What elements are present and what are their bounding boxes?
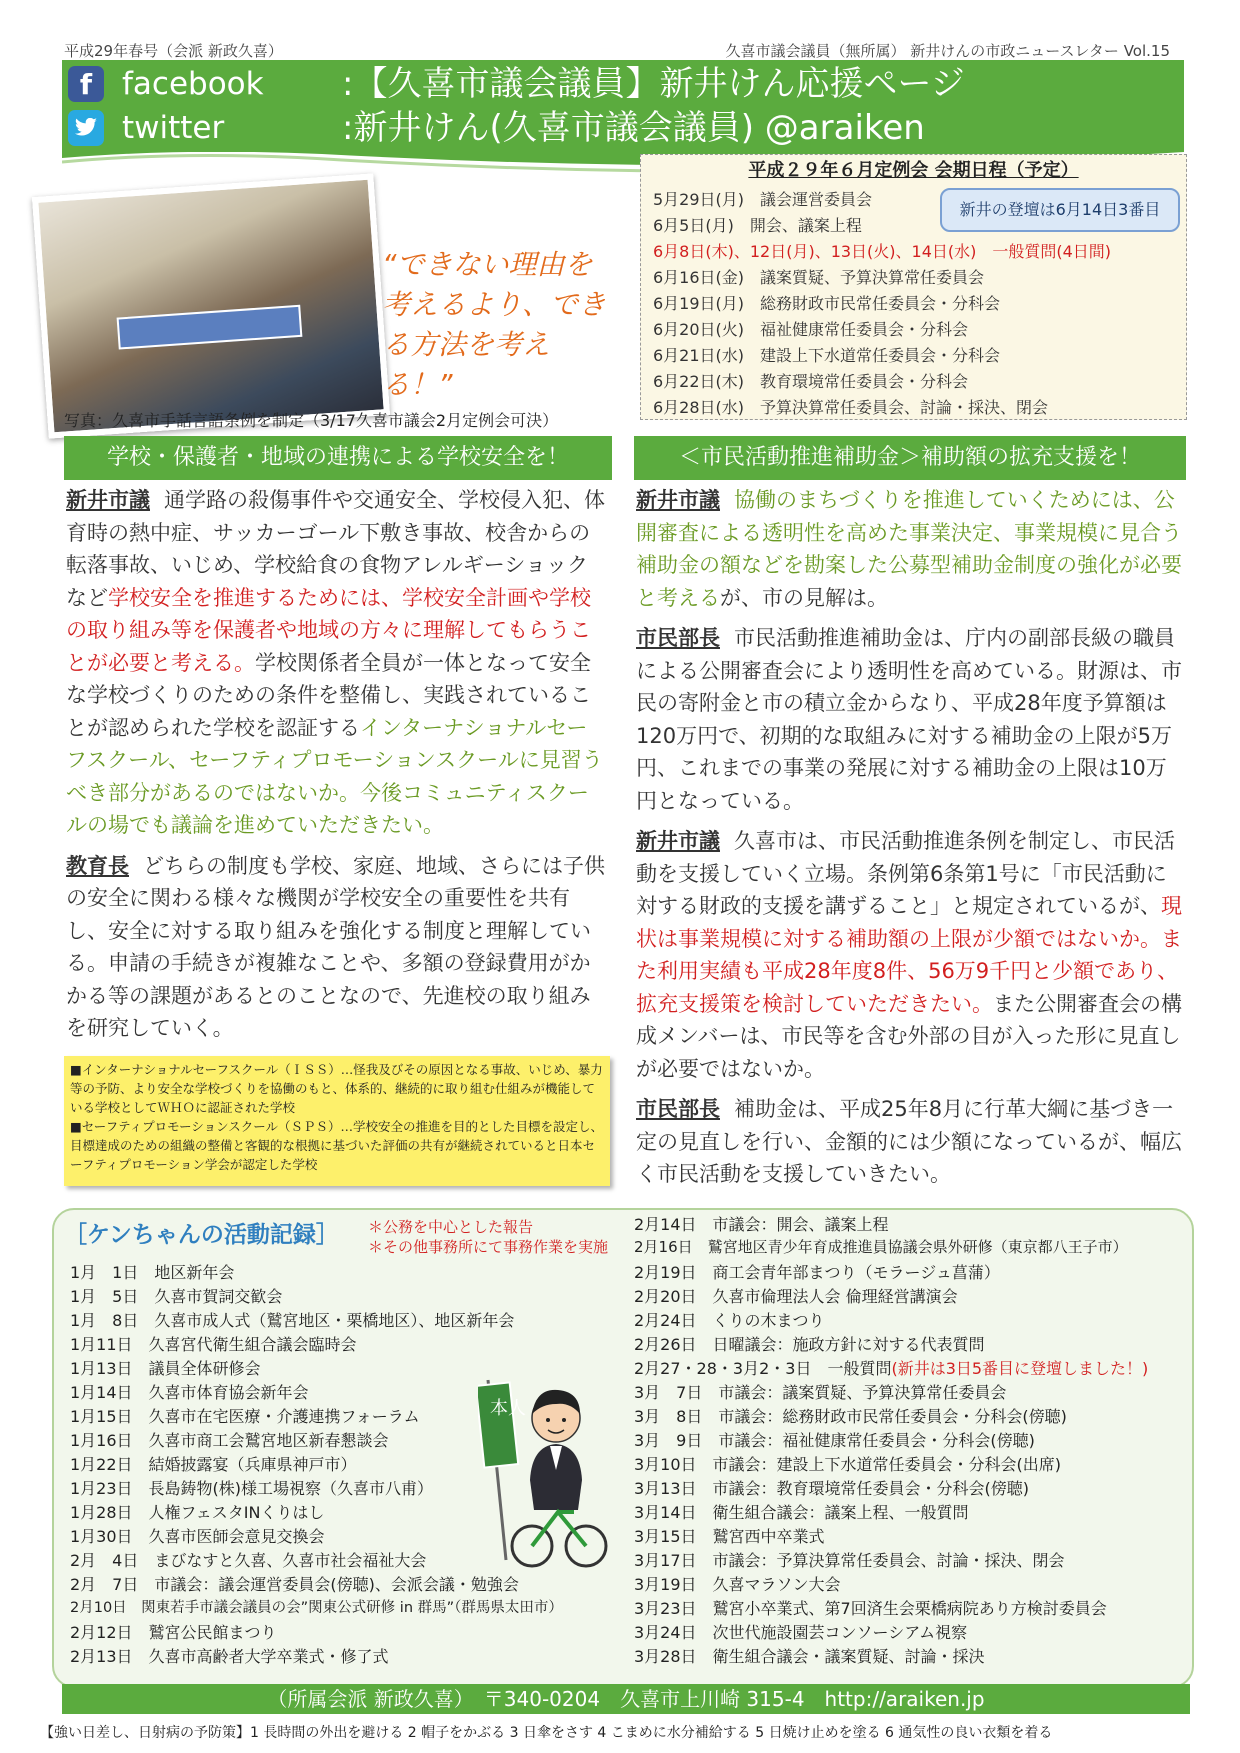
log-entry: 2月14日 市議会：開会、議案上程 (634, 1215, 889, 1234)
log-entry: 1月22日 結婚披露宴（兵庫県神戸市） (70, 1455, 357, 1474)
definition-note (64, 1056, 610, 1186)
schedule-row: 6月28日(水) 予算決算常任委員会、討論・採決、閉会 (653, 398, 1049, 417)
answer-text: どちらの制度も学校、家庭、地域、さらには子供の安全に関わる様々な機関が学校安全の重要性を共有し、安全に対する取り組みを強化する制度と理解している。申請の手続きが複雑なことや、多額の登録費用がかかる等の課題があるとのことなので、先進校の取り組みを研究していく。 (66, 853, 605, 1040)
schedule-row: 6月19日(月) 総務財政市民常任委員会・分科会 (653, 294, 1001, 313)
log-entry: 2月20日 久喜市倫理法人会 倫理経営講演会 (634, 1287, 958, 1306)
log-entry: 1月 5日 久喜市賀詞交歓会 (70, 1287, 283, 1306)
log-entry: 1月28日 人権フェスタINくりはし (70, 1503, 325, 1522)
subsidy-heading: ＜市民活動推進補助金＞補助額の拡充支援を！ (634, 436, 1186, 480)
schedule-title: 平成２９年６月定例会 会期日程（予定） (748, 160, 1079, 181)
answer-text: 市民活動推進補助金は、庁内の副部長級の職員による公開審査会により透明性を高めている。財源は、市民の寄附金と市の積立金からなり、平成28年度予算額は120万円で、初期的な取組みに対する補助金の上限が5万円、これまでの事業の発展に対する補助金の上限は10万円となっている。 (636, 626, 1182, 813)
log-entry: 3月23日 鷲宮小卒業式、第7回済生会栗橋病院あり方検討委員会 (634, 1599, 1107, 1618)
cartoon-mascot-illustration (478, 1370, 608, 1570)
log-entry: 1月15日 久喜市在宅医療・介護連携フォーラム (70, 1407, 420, 1426)
activity-log-title: ［ケンちゃんの活動記録］ (64, 1222, 339, 1248)
log-entry: 2月 4日 まびなすと久喜、久喜市社会福祉大会 (70, 1551, 427, 1570)
schedule-row: 5月29日(月) 議会運営委員会 (653, 190, 873, 209)
question-paragraph (636, 825, 1182, 1085)
newsletter-title: 久喜市議会議員（無所属） 新井けんの市政ニュースレター Vol.15 (725, 42, 1170, 60)
question-paragraph (66, 484, 606, 842)
office-address-footer: （所属会派 新政久喜） 〒340-0204 久喜市上川崎 315-4 http://araiken.jp (62, 1684, 1190, 1714)
speaker-label: 新井市議 (636, 829, 720, 853)
answer-paragraph (636, 622, 1182, 817)
photo-caption: 写真：久喜市手話言語条例を制定（3/17久喜市議会2月定例会可決） (64, 411, 559, 430)
answer-paragraph (66, 850, 606, 1045)
school-safety-body (66, 484, 606, 1053)
question-paragraph (636, 484, 1182, 614)
log-entry: 3月28日 衛生組合議会・議案質疑、討論・採決 (634, 1647, 985, 1666)
motto-quote: “できない理由を考えるより、できる方法を考える！” (382, 248, 607, 401)
twitter-icon[interactable] (68, 110, 104, 146)
log-entry: 2月10日 関東若手市議会議員の会”関東公式研修 in 群馬”（群馬県太田市） (70, 1600, 563, 1616)
schedule-row: 6月20日(火) 福祉健康常任委員会・分科会 (653, 320, 969, 339)
log-entry: 3月 7日 市議会：議案質疑、予算決算常任委員会 (634, 1383, 1007, 1402)
log-note-office: ＊その他事務所にて事務作業を実施 (368, 1238, 609, 1256)
question-highlight: 協働のまちづくりを推進していくためには、公開審査による透明性を高めた事業決定、事業規模に見合う補助金の額などを勘案した公募型補助金制度の強化が必要と考える (636, 488, 1182, 610)
log-entry: 3月14日 衛生組合議会：議案上程、一般質問 (634, 1503, 969, 1522)
speaker-label: 市民部長 (636, 1097, 720, 1121)
question-text: 久喜市は、市民活動推進条例を制定し、市民活動を支援していく立場。条例第6条第1号に「市民活動に対する財政的支援を講ずること」と規定されているが、 (636, 829, 1175, 918)
log-entry: 1月 1日 地区新年会 (70, 1263, 235, 1282)
log-entry: 3月 8日 市議会：総務財政市民常任委員会・分科会(傍聴) (634, 1407, 1067, 1426)
log-entry: 1月14日 久喜市体育協会新年会 (70, 1383, 309, 1402)
speaker-label: 新井市議 (636, 488, 720, 512)
log-entry: 1月16日 久喜市商工会鷲宮地区新春懇談会 (70, 1431, 389, 1450)
schedule-row: 6月22日(木) 教育環境常任委員会・分科会 (653, 372, 969, 391)
social-banner (62, 60, 1184, 152)
mascot-sign-text: 本人 (490, 1398, 526, 1419)
log-entry: 3月19日 久喜マラソン大会 (634, 1575, 841, 1594)
log-entry: 1月13日 議員全体研修会 (70, 1359, 261, 1378)
question-highlight: 学校安全を推進するためには、学校安全計画や学校の取り組み等を保護者や地域の方々に理解してもらうことが必要と考える。 (66, 585, 591, 675)
log-entry: 1月23日 長島鋳物(株)様工場視察（久喜市八甫） (70, 1479, 434, 1498)
log-entry: 2月12日 鷲宮公民館まつり (70, 1623, 277, 1642)
issue-label: 平成29年春号（会派 新政久喜） (64, 42, 283, 60)
log-entry-text: 2月27・28・3月2・3日 一般質問 (634, 1359, 892, 1378)
log-entry: 2月16日 鷲宮地区青少年育成推進員協議会県外研修（東京都八王子市） (634, 1238, 1128, 1256)
facebook-row[interactable] (62, 62, 1184, 106)
speaking-date-callout: 新井の登壇は6月14日3番目 (940, 188, 1180, 232)
school-safety-heading: 学校・保護者・地域の連携による学校安全を！ (64, 436, 612, 480)
log-entry: 1月30日 久喜市医師会意見交換会 (70, 1527, 325, 1546)
sps-definition: ■セーフティプロモーションスクール（ＳＰＳ）…学校安全の推進を目的とした目標を設定し、目標達成のための組織の整備と客観的な根拠に基づいた評価の共有が継続されていると日本セーフティプロモーション学会が認定した学校 (70, 1119, 604, 1172)
log-entry: 1月 8日 久喜市成人式（鷲宮地区・栗橋地区）、地区新年会 (70, 1311, 515, 1330)
log-entry: 2月26日 日曜議会：施政方針に対する代表質問 (634, 1335, 985, 1354)
log-entry: 2月 7日 市議会：議会運営委員会(傍聴)、会派会議・勉強会 (70, 1575, 519, 1594)
speaker-label: 新井市議 (66, 488, 150, 512)
schedule-row: 6月21日(水) 建設上下水道常任委員会・分科会 (653, 346, 1001, 365)
twitter-label: twitter (122, 110, 225, 146)
schedule-row-general-question: 6月8日(木)、12日(月)、13日(火)、14日(水) 一般質問(4日間) (653, 242, 1112, 261)
answer-paragraph (636, 1093, 1182, 1191)
log-note-official: ＊公務を中心とした報告 (368, 1218, 534, 1236)
facebook-page-name: :【久喜市議会議員】新井けん応援ページ (342, 64, 965, 104)
question-proposal: インターナショナルセーフスクール、セーフティプロモーションスクールに見習うべき部分があるのではないか。今後コミュニティスクールの場でも議論を進めていただきたい。 (66, 715, 603, 837)
question-text: が、市の見解は。 (720, 585, 888, 610)
log-entry: 2月19日 商工会青年部まつり（モラージュ菖蒲） (634, 1263, 1000, 1282)
question-text: また公開審査会の構成メンバーは、市民等を含む外部の目が入った形に見直しが必要ではないか。 (636, 991, 1182, 1081)
log-entry: 3月15日 鷲宮西中卒業式 (634, 1527, 825, 1546)
facebook-icon[interactable]: f (68, 66, 104, 102)
schedule-row: 6月5日(月) 開会、議案上程 (653, 216, 862, 235)
heatstroke-tips: 【強い日差し、日射病の予防策】1 長時間の外出を避ける 2 帽子をかぶる 3 日傘をさす 4 こまめに水分補給する 5 日焼け止めを塗る 6 通気性の良い衣類を着る (40, 1725, 1053, 1741)
iss-definition: ■インターナショナルセーフスクール（ＩＳＳ）…怪我及びその原因となる事故、いじめ、暴力等の予防、より安全な学校づくりを協働のもと、体系的、継続的に取り組む仕組みが機能している学校としてＷＨＯに認証された学校 (70, 1062, 603, 1115)
log-entry: 1月11日 久喜宮代衛生組合議会臨時会 (70, 1335, 357, 1354)
log-entry (634, 1356, 1148, 1379)
twitter-account: :新井けん(久喜市議会議員) @araiken (342, 108, 925, 148)
council-group-photo (32, 173, 390, 438)
question-text: 学校関係者全員が一体となって安全な学校づくりのための条件を整備し、実践されていることが認められた学校を認証する (66, 650, 591, 740)
log-entry: 2月24日 くりの木まつり (634, 1311, 825, 1330)
log-entry: 3月24日 次世代施設園芸コンソーシアム視察 (634, 1623, 968, 1642)
log-entry-highlight: (新井は3日5番目に登壇しました！) (891, 1359, 1149, 1378)
schedule-row: 6月16日(金) 議案質疑、予算決算常任委員会 (653, 268, 985, 287)
question-highlight: 現状は事業規模に対する補助額の上限が少額ではないか。また利用実績も平成28年度8件、56万9千円と少額であり、拡充支援策を検討していただきたい。 (636, 894, 1182, 1016)
log-entry: 3月17日 市議会：予算決算常任委員会、討論・採決、閉会 (634, 1551, 1065, 1570)
answer-text: 補助金は、平成25年8月に行革大綱に基づき一定の見直しを行い、金額的には少額になっているが、幅広く市民活動を支援していきたい。 (636, 1097, 1182, 1186)
log-entry: 3月10日 市議会：建設上下水道常任委員会・分科会(出席) (634, 1455, 1062, 1474)
log-entry: 3月 9日 市議会：福祉健康常任委員会・分科会(傍聴) (634, 1431, 1035, 1450)
log-entry: 3月13日 市議会：教育環境常任委員会・分科会(傍聴) (634, 1479, 1030, 1498)
facebook-label: facebook (122, 66, 264, 102)
log-entry: 2月13日 久喜市高齢者大学卒業式・修了式 (70, 1647, 389, 1666)
speaker-label: 市民部長 (636, 626, 720, 650)
twitter-row[interactable] (62, 106, 1184, 150)
subsidy-body (636, 484, 1182, 1199)
speaker-label: 教育長 (66, 853, 129, 878)
question-text: 通学路の殺傷事件や交通安全、学校侵入犯、体育時の熱中症、サッカーゴール下敷き事故、校舎からの転落事故、いじめ、学校給食の食物アレルギーショックなど (66, 488, 605, 610)
photo-banner (117, 305, 303, 350)
